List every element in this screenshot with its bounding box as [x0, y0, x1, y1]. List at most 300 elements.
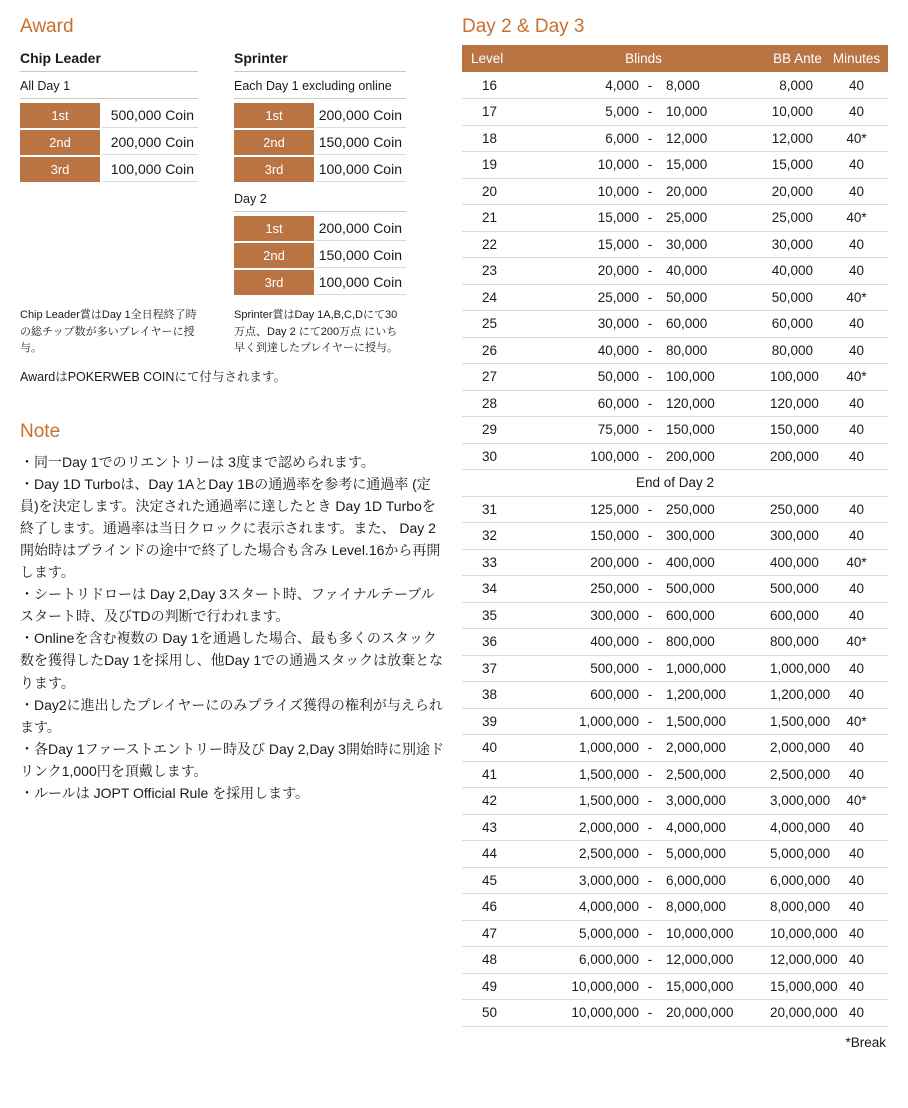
minutes-cell: 40*: [825, 629, 888, 656]
minutes-cell: 40: [825, 443, 888, 470]
table-row: [462, 761, 888, 788]
small-blind-cell: 4,000,000: [517, 894, 642, 921]
note-item: ・ルールは JOPT Official Rule を採用します。: [20, 785, 310, 802]
small-blind-cell: 6,000: [517, 125, 642, 152]
sprinter-subtitle: Each Day 1 excluding online: [234, 79, 406, 99]
small-blind-cell: 1,000,000: [517, 708, 642, 735]
big-blind-cell: 20,000,000: [658, 1000, 770, 1027]
minutes-cell: 40*: [825, 284, 888, 311]
blinds-dash: -: [642, 947, 658, 974]
big-blind-cell: 4,000,000: [658, 814, 770, 841]
blinds-table-body: [462, 72, 888, 1026]
level-cell: 50: [462, 1000, 517, 1027]
small-blind-cell: 125,000: [517, 496, 642, 523]
big-blind-cell: 1,500,000: [658, 708, 770, 735]
level-cell: 25: [462, 311, 517, 338]
minutes-cell: 40: [825, 417, 888, 444]
minutes-cell: 40*: [825, 364, 888, 391]
rank-badge: 2nd: [20, 130, 100, 155]
table-row: [462, 125, 888, 152]
big-blind-cell: 12,000: [658, 125, 770, 152]
table-row: [462, 629, 888, 656]
minutes-cell: 40: [825, 814, 888, 841]
chip-leader-heading: Chip Leader: [20, 50, 198, 72]
table-row: [462, 523, 888, 550]
note-item: ・シートリドローは Day 2,Day 3スタート時、ファイナルテーブルスタート時、及びTDの判断で行われます。: [20, 586, 435, 625]
note-item: ・Day2に進出したプレイヤーにのみプライズ獲得の権利が与えられます。: [20, 696, 443, 735]
level-cell: 19: [462, 152, 517, 179]
award-and-note-column: [20, 16, 444, 804]
blinds-dash: -: [642, 443, 658, 470]
rank-badge: 3rd: [20, 157, 100, 182]
bb-ante-cell: 3,000,000: [770, 788, 825, 815]
minutes-cell: 40*: [825, 549, 888, 576]
big-blind-cell: 8,000,000: [658, 894, 770, 921]
minutes-cell: 40: [825, 337, 888, 364]
sprinter-day2-subtitle: Day 2: [234, 192, 406, 212]
minutes-cell: 40: [825, 258, 888, 285]
note-item: ・同一Day 1でのリエントリーは 3度まで認められます。: [20, 453, 375, 470]
blinds-dash: -: [642, 337, 658, 364]
minutes-cell: 40: [825, 576, 888, 603]
table-row: [462, 337, 888, 364]
blinds-dash: -: [642, 788, 658, 815]
big-blind-cell: 50,000: [658, 284, 770, 311]
bb-ante-cell: 1,000,000: [770, 655, 825, 682]
break-footnote: *Break: [845, 1034, 886, 1050]
prize-value: 150,000 Coin: [316, 130, 406, 155]
rank-badge: 1st: [234, 103, 314, 128]
table-row: [462, 390, 888, 417]
blinds-dash: -: [642, 99, 658, 126]
level-cell: 38: [462, 682, 517, 709]
prize-row: [234, 157, 406, 182]
blinds-dash: -: [642, 205, 658, 232]
prize-value: 200,000 Coin: [102, 130, 198, 155]
rank-badge: 3rd: [234, 270, 314, 295]
blinds-dash: -: [642, 125, 658, 152]
bb-ante-cell: 8,000,000: [770, 894, 825, 921]
blinds-dash: -: [642, 761, 658, 788]
blinds-dash: -: [642, 814, 658, 841]
big-blind-cell: 200,000: [658, 443, 770, 470]
note-list: [20, 451, 444, 805]
level-cell: 45: [462, 867, 517, 894]
level-cell: 16: [462, 72, 517, 99]
bb-ante-cell: 15,000: [770, 152, 825, 179]
small-blind-cell: 15,000: [517, 231, 642, 258]
bb-ante-cell: 2,000,000: [770, 735, 825, 762]
blinds-dash: -: [642, 920, 658, 947]
bb-ante-cell: 20,000: [770, 178, 825, 205]
minutes-cell: 40: [825, 920, 888, 947]
rank-badge: 1st: [20, 103, 100, 128]
big-blind-cell: 10,000,000: [658, 920, 770, 947]
table-row: [462, 364, 888, 391]
minutes-header-cell: Minutes: [825, 45, 888, 72]
table-row: [462, 72, 888, 99]
level-cell: 48: [462, 947, 517, 974]
schedule-title: Day 2 & Day 3: [462, 16, 585, 37]
big-blind-cell: 15,000,000: [658, 973, 770, 1000]
rank-badge: 2nd: [234, 243, 314, 268]
table-row: [462, 311, 888, 338]
bb-ante-cell: 250,000: [770, 496, 825, 523]
bb-ante-cell: 40,000: [770, 258, 825, 285]
sprinter-day2-prize-table: [234, 214, 406, 295]
bb-ante-cell: 12,000,000: [770, 947, 825, 974]
prize-value: 200,000 Coin: [316, 103, 406, 128]
small-blind-cell: 250,000: [517, 576, 642, 603]
prize-row: [234, 103, 406, 128]
prize-value: 100,000 Coin: [102, 157, 198, 182]
blinds-dash: -: [642, 576, 658, 603]
blinds-dash: -: [642, 178, 658, 205]
blinds-dash: -: [642, 152, 658, 179]
level-cell: 29: [462, 417, 517, 444]
small-blind-cell: 1,000,000: [517, 735, 642, 762]
small-blind-cell: 300,000: [517, 602, 642, 629]
big-blind-cell: 80,000: [658, 337, 770, 364]
big-blind-cell: 300,000: [658, 523, 770, 550]
award-title: Award: [20, 16, 74, 37]
bb-ante-cell: 6,000,000: [770, 867, 825, 894]
small-blind-cell: 150,000: [517, 523, 642, 550]
minutes-cell: 40: [825, 655, 888, 682]
bb-ante-cell: 2,500,000: [770, 761, 825, 788]
prize-row: [234, 216, 406, 241]
big-blind-cell: 5,000,000: [658, 841, 770, 868]
level-cell: 21: [462, 205, 517, 232]
bb-ante-cell: 100,000: [770, 364, 825, 391]
big-blind-cell: 40,000: [658, 258, 770, 285]
blinds-dash: -: [642, 655, 658, 682]
sprinter-heading: Sprinter: [234, 50, 406, 72]
minutes-cell: 40: [825, 99, 888, 126]
prize-row: [234, 130, 406, 155]
award-footer-note: AwardはPOKERWEB COINにて付与されます。: [20, 369, 286, 384]
table-row: [462, 682, 888, 709]
small-blind-cell: 10,000: [517, 152, 642, 179]
rank-badge: 1st: [234, 216, 314, 241]
big-blind-cell: 120,000: [658, 390, 770, 417]
level-cell: 27: [462, 364, 517, 391]
end-of-day2-label: End of Day 2: [462, 470, 888, 497]
minutes-cell: 40: [825, 1000, 888, 1027]
minutes-cell: 40: [825, 602, 888, 629]
big-blind-cell: 250,000: [658, 496, 770, 523]
blinds-dash: -: [642, 364, 658, 391]
big-blind-cell: 2,000,000: [658, 735, 770, 762]
table-row: [462, 178, 888, 205]
big-blind-cell: 10,000: [658, 99, 770, 126]
blinds-dash: -: [642, 708, 658, 735]
big-blind-cell: 20,000: [658, 178, 770, 205]
big-blind-cell: 1,200,000: [658, 682, 770, 709]
blinds-dash: -: [642, 311, 658, 338]
sprinter-note: Sprinter賞はDay 1A,B,C,Dにて30万点、Day 2 にて200万点 にいち早く到達したプレイヤーに授与。: [234, 309, 399, 354]
blinds-dash: -: [642, 682, 658, 709]
note-item: ・Onlineを含む複数の Day 1を通過した場合、最も多くのスタック数を獲得したDay 1を採用し、他Day 1での通過スタックは放棄となります。: [20, 630, 444, 691]
rank-badge: 2nd: [234, 130, 314, 155]
small-blind-cell: 3,000,000: [517, 867, 642, 894]
level-cell: 41: [462, 761, 517, 788]
level-cell: 30: [462, 443, 517, 470]
table-row: [462, 99, 888, 126]
bb-ante-cell: 50,000: [770, 284, 825, 311]
small-blind-cell: 30,000: [517, 311, 642, 338]
table-row: [462, 417, 888, 444]
blinds-header-cell: Blinds: [517, 45, 770, 72]
table-row: [462, 496, 888, 523]
bb-ante-header-cell: BB Ante: [770, 45, 825, 72]
bb-ante-cell: 120,000: [770, 390, 825, 417]
level-cell: 49: [462, 973, 517, 1000]
big-blind-cell: 600,000: [658, 602, 770, 629]
chip-leader-prize-table: [20, 101, 198, 182]
small-blind-cell: 100,000: [517, 443, 642, 470]
table-row: [462, 947, 888, 974]
big-blind-cell: 1,000,000: [658, 655, 770, 682]
small-blind-cell: 10,000,000: [517, 973, 642, 1000]
level-cell: 35: [462, 602, 517, 629]
level-cell: 37: [462, 655, 517, 682]
level-cell: 40: [462, 735, 517, 762]
minutes-cell: 40: [825, 523, 888, 550]
blinds-dash: -: [642, 867, 658, 894]
table-row: [462, 735, 888, 762]
minutes-cell: 40: [825, 231, 888, 258]
small-blind-cell: 20,000: [517, 258, 642, 285]
table-row: [462, 920, 888, 947]
bb-ante-cell: 10,000: [770, 99, 825, 126]
small-blind-cell: 40,000: [517, 337, 642, 364]
big-blind-cell: 150,000: [658, 417, 770, 444]
bb-ante-cell: 600,000: [770, 602, 825, 629]
level-cell: 36: [462, 629, 517, 656]
bb-ante-cell: 12,000: [770, 125, 825, 152]
blinds-table: [462, 45, 888, 1027]
level-cell: 18: [462, 125, 517, 152]
bb-ante-cell: 1,200,000: [770, 682, 825, 709]
blinds-dash: -: [642, 602, 658, 629]
table-row: [462, 284, 888, 311]
blinds-dash: -: [642, 496, 658, 523]
bb-ante-cell: 4,000,000: [770, 814, 825, 841]
table-row: [462, 258, 888, 285]
big-blind-cell: 12,000,000: [658, 947, 770, 974]
big-blind-cell: 25,000: [658, 205, 770, 232]
blinds-dash: -: [642, 72, 658, 99]
table-row: [462, 814, 888, 841]
level-cell: 22: [462, 231, 517, 258]
small-blind-cell: 10,000: [517, 178, 642, 205]
table-row: [462, 788, 888, 815]
level-cell: 43: [462, 814, 517, 841]
big-blind-cell: 500,000: [658, 576, 770, 603]
table-row: [462, 576, 888, 603]
blinds-dash: -: [642, 523, 658, 550]
table-row: [462, 973, 888, 1000]
big-blind-cell: 100,000: [658, 364, 770, 391]
table-row: [462, 549, 888, 576]
big-blind-cell: 800,000: [658, 629, 770, 656]
small-blind-cell: 2,000,000: [517, 814, 642, 841]
prize-row: [20, 157, 198, 182]
table-row: [462, 602, 888, 629]
level-header-cell: Level: [462, 45, 517, 72]
level-cell: 42: [462, 788, 517, 815]
note-section: [20, 421, 444, 805]
small-blind-cell: 400,000: [517, 629, 642, 656]
table-row: [462, 841, 888, 868]
minutes-cell: 40: [825, 152, 888, 179]
level-cell: 20: [462, 178, 517, 205]
bb-ante-cell: 25,000: [770, 205, 825, 232]
table-row: [462, 655, 888, 682]
bb-ante-cell: 200,000: [770, 443, 825, 470]
table-row: [462, 443, 888, 470]
small-blind-cell: 600,000: [517, 682, 642, 709]
minutes-cell: 40: [825, 682, 888, 709]
small-blind-cell: 5,000,000: [517, 920, 642, 947]
minutes-cell: 40: [825, 178, 888, 205]
note-item: ・各Day 1ファーストエントリー時及び Day 2,Day 3開始時に別途ドリンク1,000円を頂戴します。: [20, 740, 444, 780]
minutes-cell: 40: [825, 496, 888, 523]
big-blind-cell: 15,000: [658, 152, 770, 179]
rank-badge: 3rd: [234, 157, 314, 182]
level-cell: 46: [462, 894, 517, 921]
level-cell: 31: [462, 496, 517, 523]
big-blind-cell: 2,500,000: [658, 761, 770, 788]
level-cell: 33: [462, 549, 517, 576]
blinds-dash: -: [642, 735, 658, 762]
minutes-cell: 40: [825, 311, 888, 338]
bb-ante-cell: 800,000: [770, 629, 825, 656]
small-blind-cell: 200,000: [517, 549, 642, 576]
bb-ante-cell: 150,000: [770, 417, 825, 444]
blinds-dash: -: [642, 973, 658, 1000]
blinds-dash: -: [642, 231, 658, 258]
small-blind-cell: 5,000: [517, 99, 642, 126]
blinds-dash: -: [642, 258, 658, 285]
award-tables: [20, 50, 444, 357]
separator-row: [462, 470, 888, 497]
minutes-cell: 40: [825, 841, 888, 868]
blinds-dash: -: [642, 390, 658, 417]
table-row: [462, 205, 888, 232]
prize-value: 200,000 Coin: [316, 216, 406, 241]
blinds-dash: -: [642, 894, 658, 921]
small-blind-cell: 10,000,000: [517, 1000, 642, 1027]
bb-ante-cell: 10,000,000: [770, 920, 825, 947]
small-blind-cell: 500,000: [517, 655, 642, 682]
big-blind-cell: 3,000,000: [658, 788, 770, 815]
small-blind-cell: 1,500,000: [517, 788, 642, 815]
small-blind-cell: 2,500,000: [517, 841, 642, 868]
bb-ante-cell: 30,000: [770, 231, 825, 258]
level-cell: 24: [462, 284, 517, 311]
minutes-cell: 40*: [825, 708, 888, 735]
sprinter-section: [234, 50, 406, 357]
level-cell: 28: [462, 390, 517, 417]
level-cell: 23: [462, 258, 517, 285]
small-blind-cell: 1,500,000: [517, 761, 642, 788]
small-blind-cell: 25,000: [517, 284, 642, 311]
note-title: Note: [20, 420, 61, 442]
table-row: [462, 231, 888, 258]
small-blind-cell: 50,000: [517, 364, 642, 391]
table-row: [462, 1000, 888, 1027]
bb-ante-cell: 5,000,000: [770, 841, 825, 868]
prize-row: [20, 103, 198, 128]
blinds-dash: -: [642, 284, 658, 311]
table-row: [462, 894, 888, 921]
sprinter-day1-prize-table: [234, 101, 406, 182]
prize-value: 500,000 Coin: [102, 103, 198, 128]
bb-ante-cell: 300,000: [770, 523, 825, 550]
minutes-cell: 40: [825, 761, 888, 788]
blinds-dash: -: [642, 549, 658, 576]
small-blind-cell: 15,000: [517, 205, 642, 232]
prize-value: 100,000 Coin: [316, 270, 406, 295]
bb-ante-cell: 20,000,000: [770, 1000, 825, 1027]
big-blind-cell: 30,000: [658, 231, 770, 258]
level-cell: 17: [462, 99, 517, 126]
table-header-row: [462, 45, 888, 72]
blinds-dash: -: [642, 1000, 658, 1027]
chip-leader-section: [20, 50, 198, 357]
table-row: [462, 152, 888, 179]
blinds-dash: -: [642, 841, 658, 868]
level-cell: 39: [462, 708, 517, 735]
bb-ante-cell: 1,500,000: [770, 708, 825, 735]
minutes-cell: 40: [825, 735, 888, 762]
level-cell: 47: [462, 920, 517, 947]
prize-value: 100,000 Coin: [316, 157, 406, 182]
level-cell: 44: [462, 841, 517, 868]
level-cell: 26: [462, 337, 517, 364]
prize-value: 150,000 Coin: [316, 243, 406, 268]
chip-leader-note: Chip Leader賞はDay 1全日程終了時の総チップ数が多いプレイヤーに授与。: [20, 309, 197, 354]
prize-row: [20, 130, 198, 155]
big-blind-cell: 8,000: [658, 72, 770, 99]
blind-structure-column: [462, 16, 890, 1050]
minutes-cell: 40: [825, 894, 888, 921]
level-cell: 32: [462, 523, 517, 550]
prize-row: [234, 243, 406, 268]
bb-ante-cell: 400,000: [770, 549, 825, 576]
big-blind-cell: 60,000: [658, 311, 770, 338]
minutes-cell: 40: [825, 867, 888, 894]
bb-ante-cell: 500,000: [770, 576, 825, 603]
minutes-cell: 40: [825, 390, 888, 417]
table-row: [462, 867, 888, 894]
bb-ante-cell: 60,000: [770, 311, 825, 338]
bb-ante-cell: 8,000: [770, 72, 825, 99]
note-item: ・Day 1D Turboは、Day 1AとDay 1Bの通過率を参考に通過率 (定員)を決定します。決定された通過率に達したとき Day 1D Turboを終了します。通過率は当日クロックに表示されます。また、 Day 2開始時はブラインドの途中で終了した場合も含み Level.16から再開します。: [20, 475, 441, 581]
prize-row: [234, 270, 406, 295]
small-blind-cell: 6,000,000: [517, 947, 642, 974]
big-blind-cell: 400,000: [658, 549, 770, 576]
minutes-cell: 40*: [825, 788, 888, 815]
bb-ante-cell: 15,000,000: [770, 973, 825, 1000]
small-blind-cell: 75,000: [517, 417, 642, 444]
bb-ante-cell: 80,000: [770, 337, 825, 364]
minutes-cell: 40*: [825, 125, 888, 152]
minutes-cell: 40: [825, 947, 888, 974]
small-blind-cell: 60,000: [517, 390, 642, 417]
